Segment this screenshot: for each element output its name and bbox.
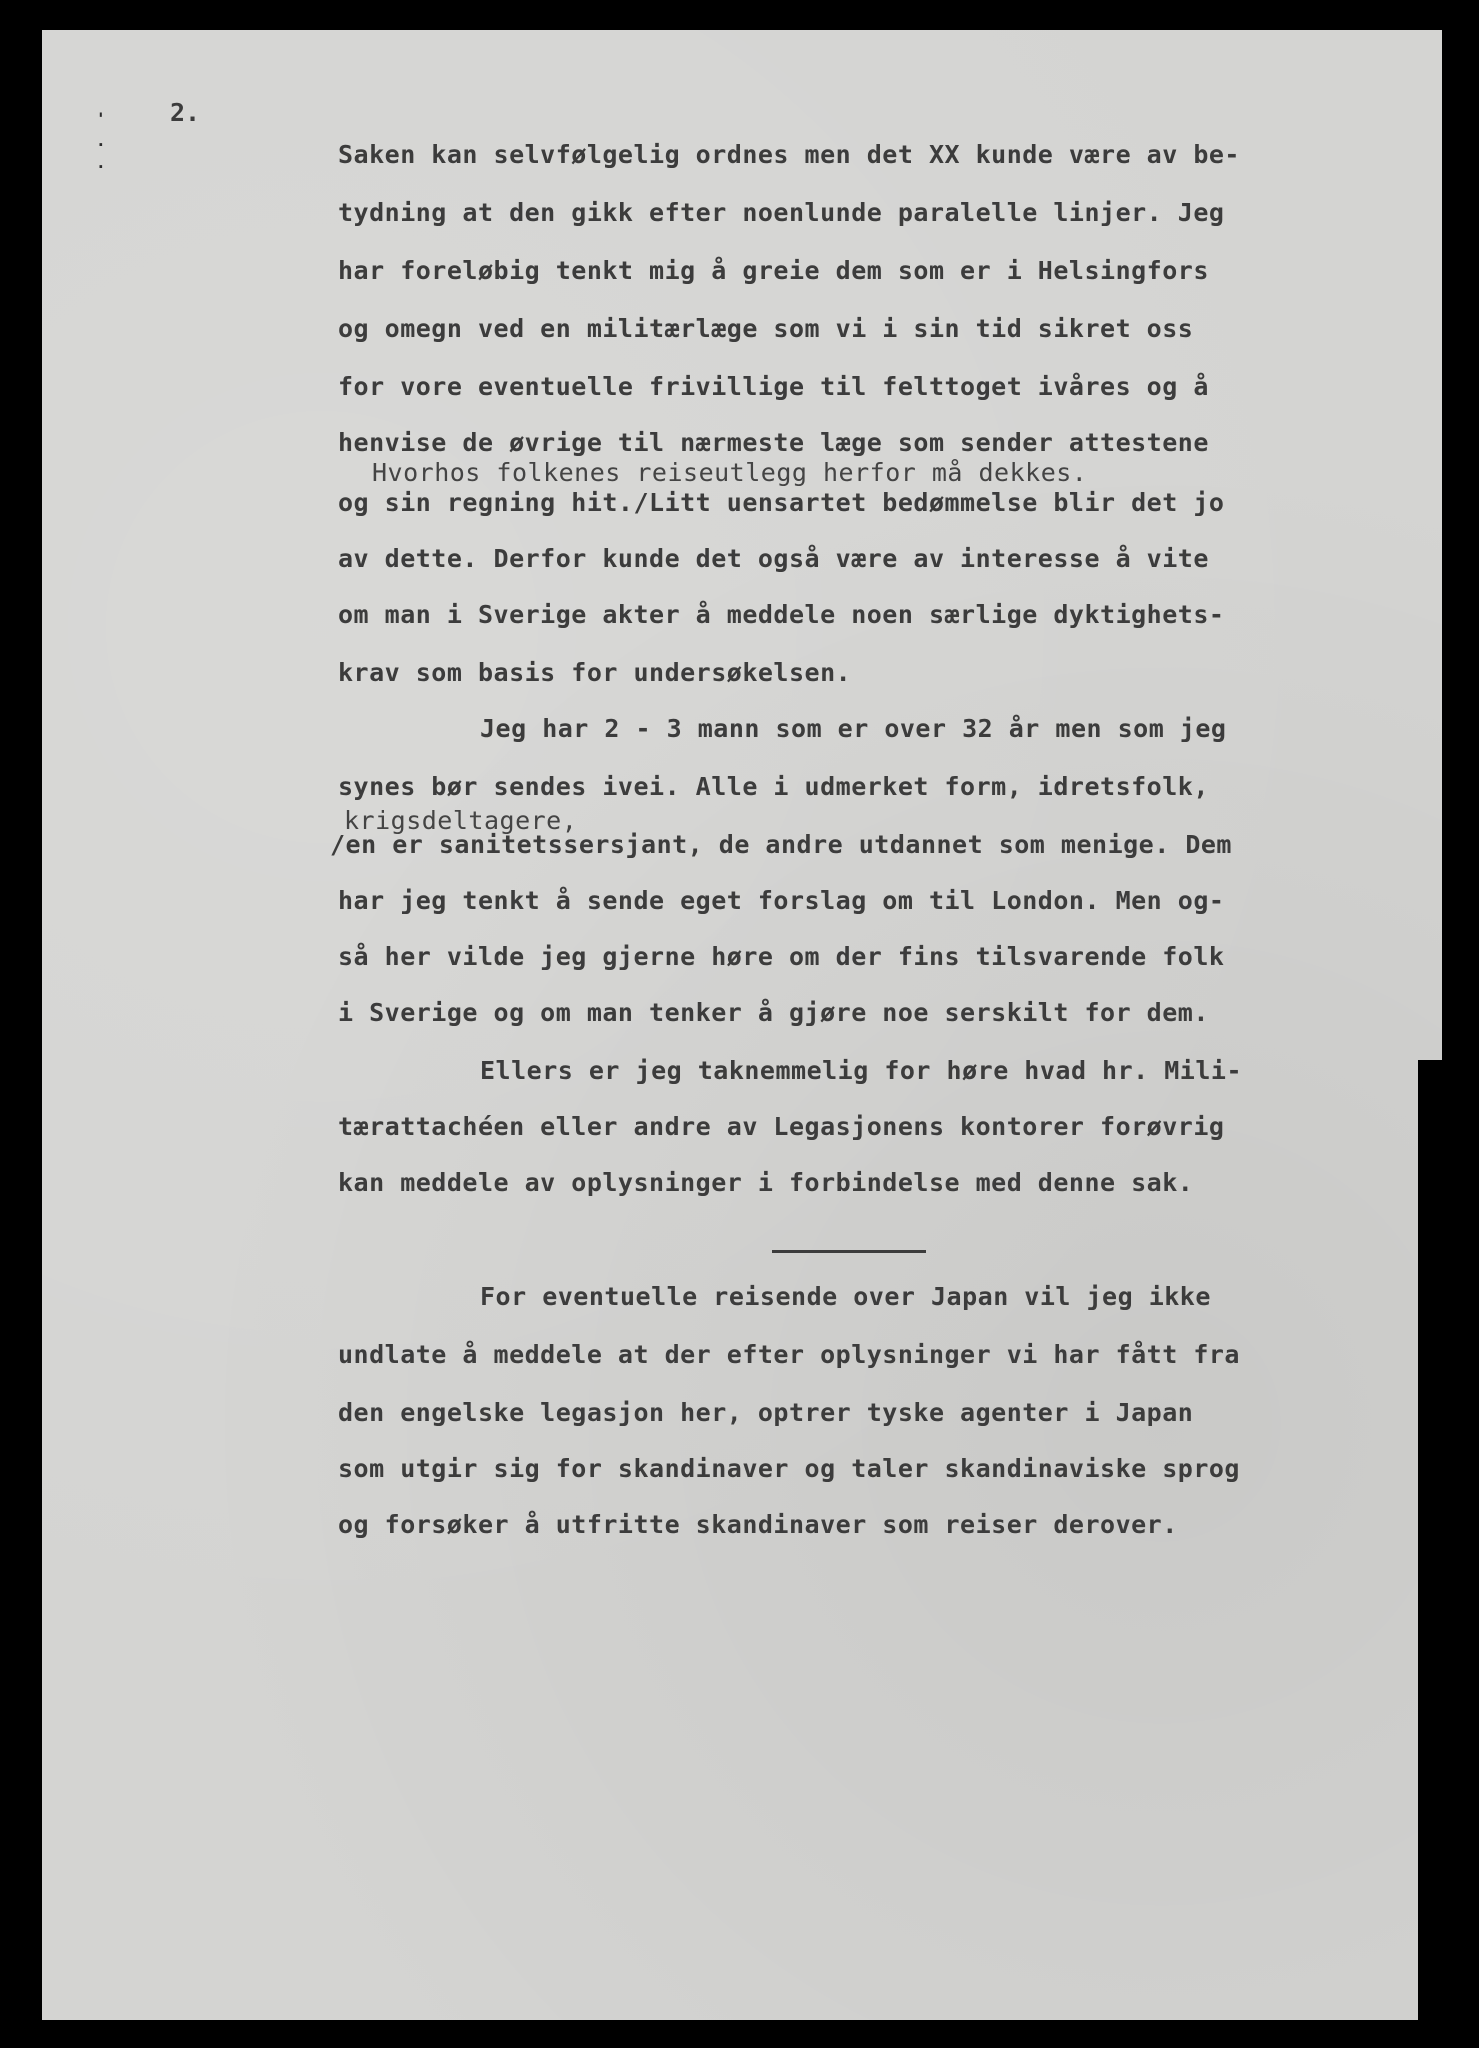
text-line: og forsøker å utfritte skandinaver som reiser derover. [338,1510,1178,1539]
text-line: så her vilde jeg gjerne høre om der fins tilsvarende folk [338,942,1225,971]
text-line: og omegn ved en militærlæge som vi i sin tid sikret oss [338,314,1194,343]
text-line: har jeg tenkt å sende eget forslag om til London. Men og- [338,886,1225,915]
text-line: om man i Sverige akter å meddele noen særlige dyktighets- [338,600,1225,629]
text-line: tærattachéen eller andre av Legasjonens kontorer forøvrig [338,1112,1225,1141]
text-line: Ellers er jeg taknemmelig for høre hvad hr. Mili- [480,1056,1243,1085]
text-line: den engelske legasjon her, optrer tyske agenter i Japan [338,1398,1194,1427]
text-line: For eventuelle reisende over Japan vil jeg ikke [480,1282,1211,1311]
inserted-text-line: Hvorhos folkenes reiseutlegg herfor må dekkes. [372,458,1088,487]
text-line: kan meddele av oplysninger i forbindelse med denne sak. [338,1168,1194,1197]
text-line: i Sverige og om man tenker å gjøre noe serskilt for dem. [338,998,1209,1027]
page-edge-notch [1418,1060,1448,2020]
text-line: henvise de øvrige til nærmeste læge som sender attestene [338,428,1209,457]
text-line: for vore eventuelle frivillige til felttoget ivåres og å [338,372,1209,401]
text-line: har foreløbig tenkt mig å greie dem som er i Helsingfors [338,256,1209,285]
text-line: krav som basis for undersøkelsen. [338,658,852,687]
text-line: /en er sanitetssersjant, de andre utdannet som menige. Dem [330,830,1232,859]
text-line: Saken kan selvfølgelig ordnes men det XX kunde være av be- [338,140,1240,169]
text-line: undlate å meddele at der efter oplysninger vi har fått fra [338,1340,1240,1369]
text-line: synes bør sendes ivei. Alle i udmerket form, idretsfolk, [338,772,1209,801]
text-line: tydning at den gikk efter noenlunde paralelle linjer. Jeg [338,198,1225,227]
text-line: som utgir sig for skandinaver og taler skandinaviske sprog [338,1454,1240,1483]
page-number: 2. [170,98,201,127]
margin-marks: ' . . [96,109,106,172]
text-line: av dette. Derfor kunde det også være av interesse å vite [338,544,1209,573]
section-divider [772,1250,926,1253]
text-line: Jeg har 2 - 3 mann som er over 32 år men som jeg [480,714,1227,743]
inserted-text-line: krigsdeltagere, [344,806,578,835]
text-line: og sin regning hit./Litt uensartet bedømmelse blir det jo [338,488,1225,517]
